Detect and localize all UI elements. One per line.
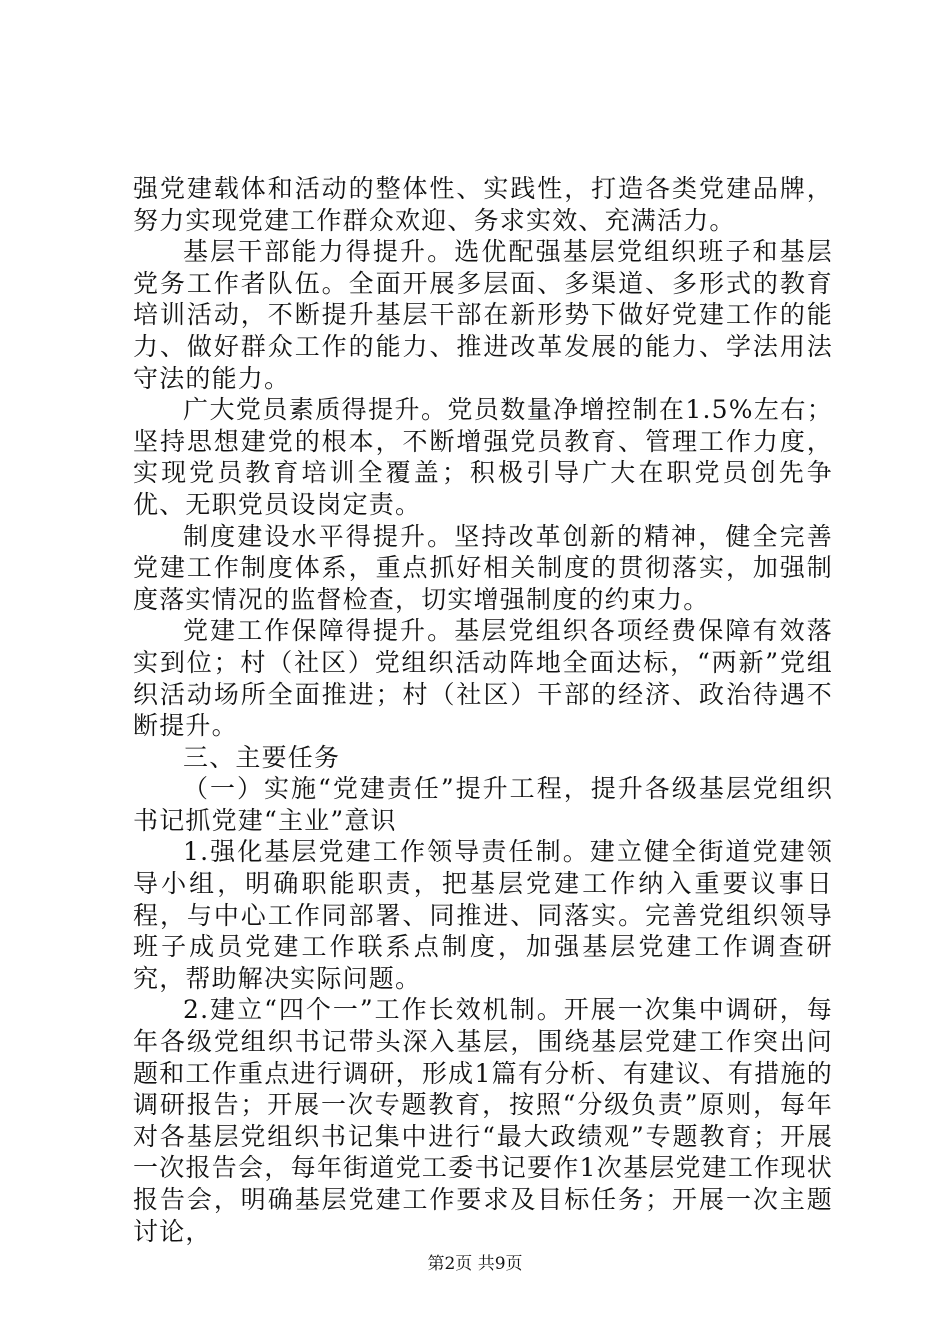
page-footer: 第2页 共9页 (427, 1254, 523, 1274)
paragraph-continuation: 强党建载体和活动的整体性、实践性，打造各类党建品牌，努力实现党建工作群众欢迎、务求实效、充满活力。 (133, 174, 833, 235)
paragraph-item-2: 2.建立“四个一”工作长效机制。开展一次集中调研，每年各级党组织书记带头深入基层，围绕基层党建工作突出问题和工作重点进行调研，形成1篇有分析、有建议、有措施的调研报告；开展一次专题教育，按照“分级负责”原则，每年对各基层党组织书记集中进行“最大政绩观”专题教育；开展一次报告会，每年街道党工委书记要作1次基层党建工作现状报告会，明确基层党建工作要求及目标任务；开展一次主题讨论， (133, 995, 833, 1246)
document-body (133, 173, 833, 1247)
paragraph-system-building: 制度建设水平得提升。坚持改革创新的精神，健全完善党建工作制度体系，重点抓好相关制度的贯彻落实，加强制度落实情况的监督检查，切实增强制度的约束力。 (133, 521, 833, 614)
paragraph-member-quality: 广大党员素质得提升。党员数量净增控制在1.5%左右；坚持思想建党的根本，不断增强党员教育、管理工作力度，实现党员教育培训全覆盖；积极引导广大在职党员创先争优、无职党员设岗定责。 (133, 395, 833, 519)
subsection-heading-1: （一）实施“党建责任”提升工程，提升各级基层党组织书记抓党建“主业”意识 (133, 774, 833, 835)
paragraph-item-1: 1.强化基层党建工作领导责任制。建立健全街道党建领导小组，明确职能职责，把基层党建工作纳入重要议事日程，与中心工作同部署、同推进、同落实。完善党组织领导班子成员党建工作联系点制度，加强基层党建工作调查研究，帮助解决实际问题。 (133, 837, 833, 993)
paragraph-work-guarantee: 党建工作保障得提升。基层党组织各项经费保障有效落实到位；村（社区）党组织活动阵地全面达标，“两新”党组织活动场所全面推进；村（社区）干部的经济、政治待遇不断提升。 (133, 616, 833, 741)
paragraph-cadre-ability: 基层干部能力得提升。选优配强基层党组织班子和基层党务工作者队伍。全面开展多层面、多渠道、多形式的教育培训活动，不断提升基层干部在新形势下做好党建工作的能力、做好群众工作的能力、推进改革发展的能力、学法用法守法的能力。 (133, 237, 833, 393)
section-heading-main-tasks: 三、主要任务 (183, 742, 341, 772)
